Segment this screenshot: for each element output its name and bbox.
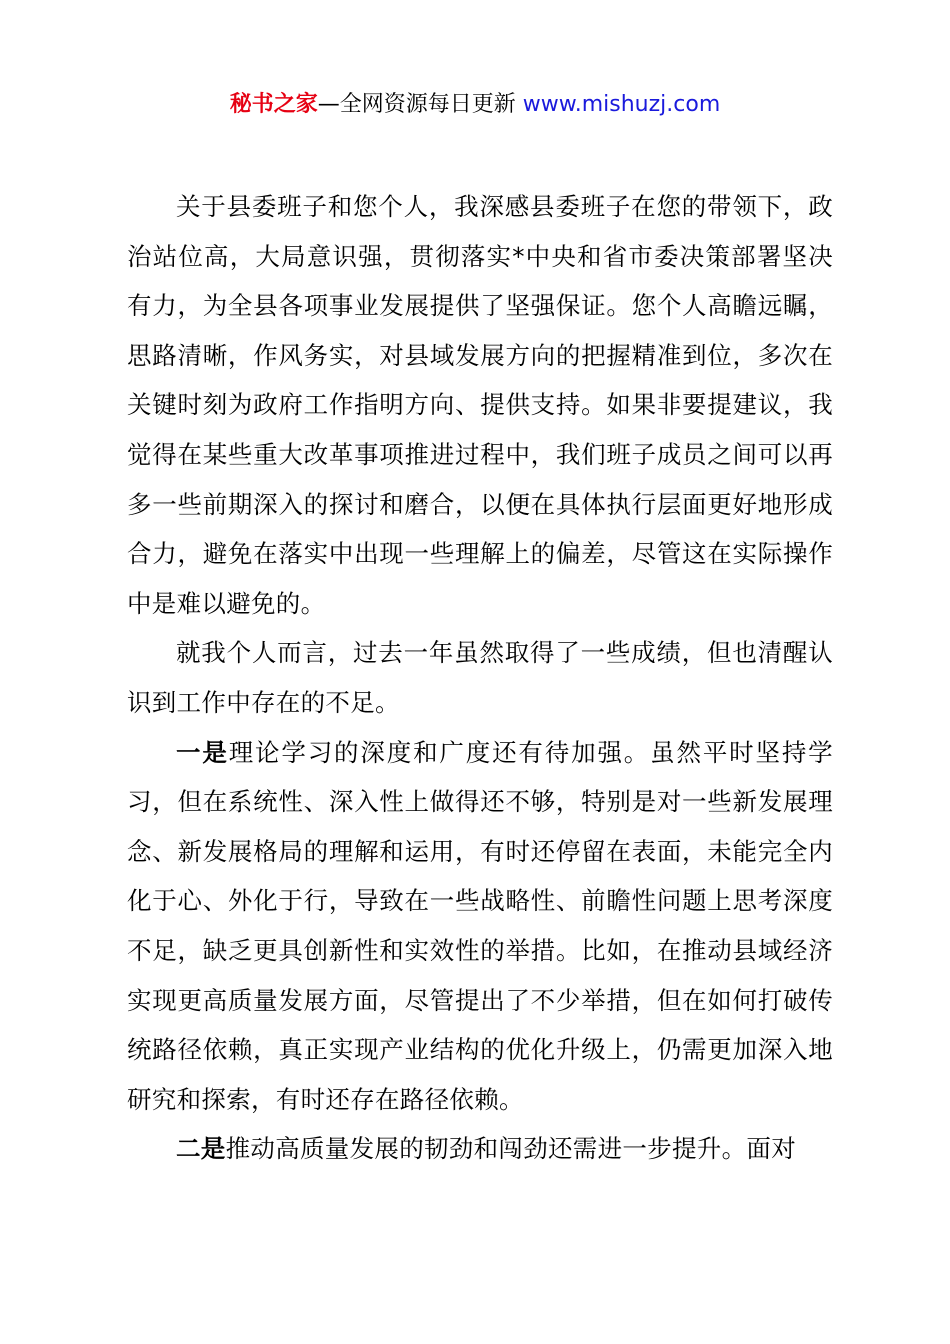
paragraph-text: 推动高质量发展的韧劲和闯劲还需进一步提升。面对	[225, 1134, 797, 1164]
paragraph-point-two	[127, 1124, 833, 1174]
site-url-link[interactable]: www.mishuzj.com	[522, 92, 721, 117]
header-slogan: —全网资源每日更新	[317, 92, 523, 117]
paragraph-point-one	[127, 728, 833, 1125]
paragraph-text: 关于县委班子和您个人，我深感县委班子在您的带领下，政治站位高，大局意识强，贯彻落实*中央和省市委决策部署坚决有力，为全县各项事业发展提供了坚强保证。您个人高瞻远瞩，思路清晰，作风务实，对县域发展方向的把握精准到位，多次在关键时刻为政府工作指明方向、提供支持。如果非要提建议，我觉得在某些重大改革事项推进过程中，我们班子成员之间可以再多一些前期深入的探讨和磨合，以便在具体执行层面更好地形成合力，避免在落实中出现一些理解上的偏差，尽管这在实际操作中是难以避免的。	[127, 192, 833, 618]
paragraph-lead: 二是	[176, 1134, 226, 1164]
paragraph-self-review	[127, 628, 833, 727]
paragraph-lead: 一是	[176, 737, 229, 767]
paragraph-text: 就我个人而言，过去一年虽然取得了一些成绩，但也清醒认识到工作中存在的不足。	[127, 638, 833, 717]
page-header	[0, 88, 950, 122]
paragraph-feedback	[127, 182, 833, 628]
paragraph-text: 理论学习的深度和广度还有待加强。虽然平时坚持学习，但在系统性、深入性上做得还不够，特别是对一些新发展理念、新发展格局的理解和运用，有时还停留在表面，未能完全内化于心、外化于行，导致在一些战略性、前瞻性问题上思考深度不足，缺乏更具创新性和实效性的举措。比如，在推动县域经济实现更高质量发展方面，尽管提出了不少举措，但在如何打破传统路径依赖，真正实现产业结构的优化升级上，仍需更加深入地研究和探索，有时还存在路径依赖。	[127, 737, 833, 1114]
brand-name: 秘书之家	[229, 92, 318, 117]
document-body	[127, 182, 833, 1174]
